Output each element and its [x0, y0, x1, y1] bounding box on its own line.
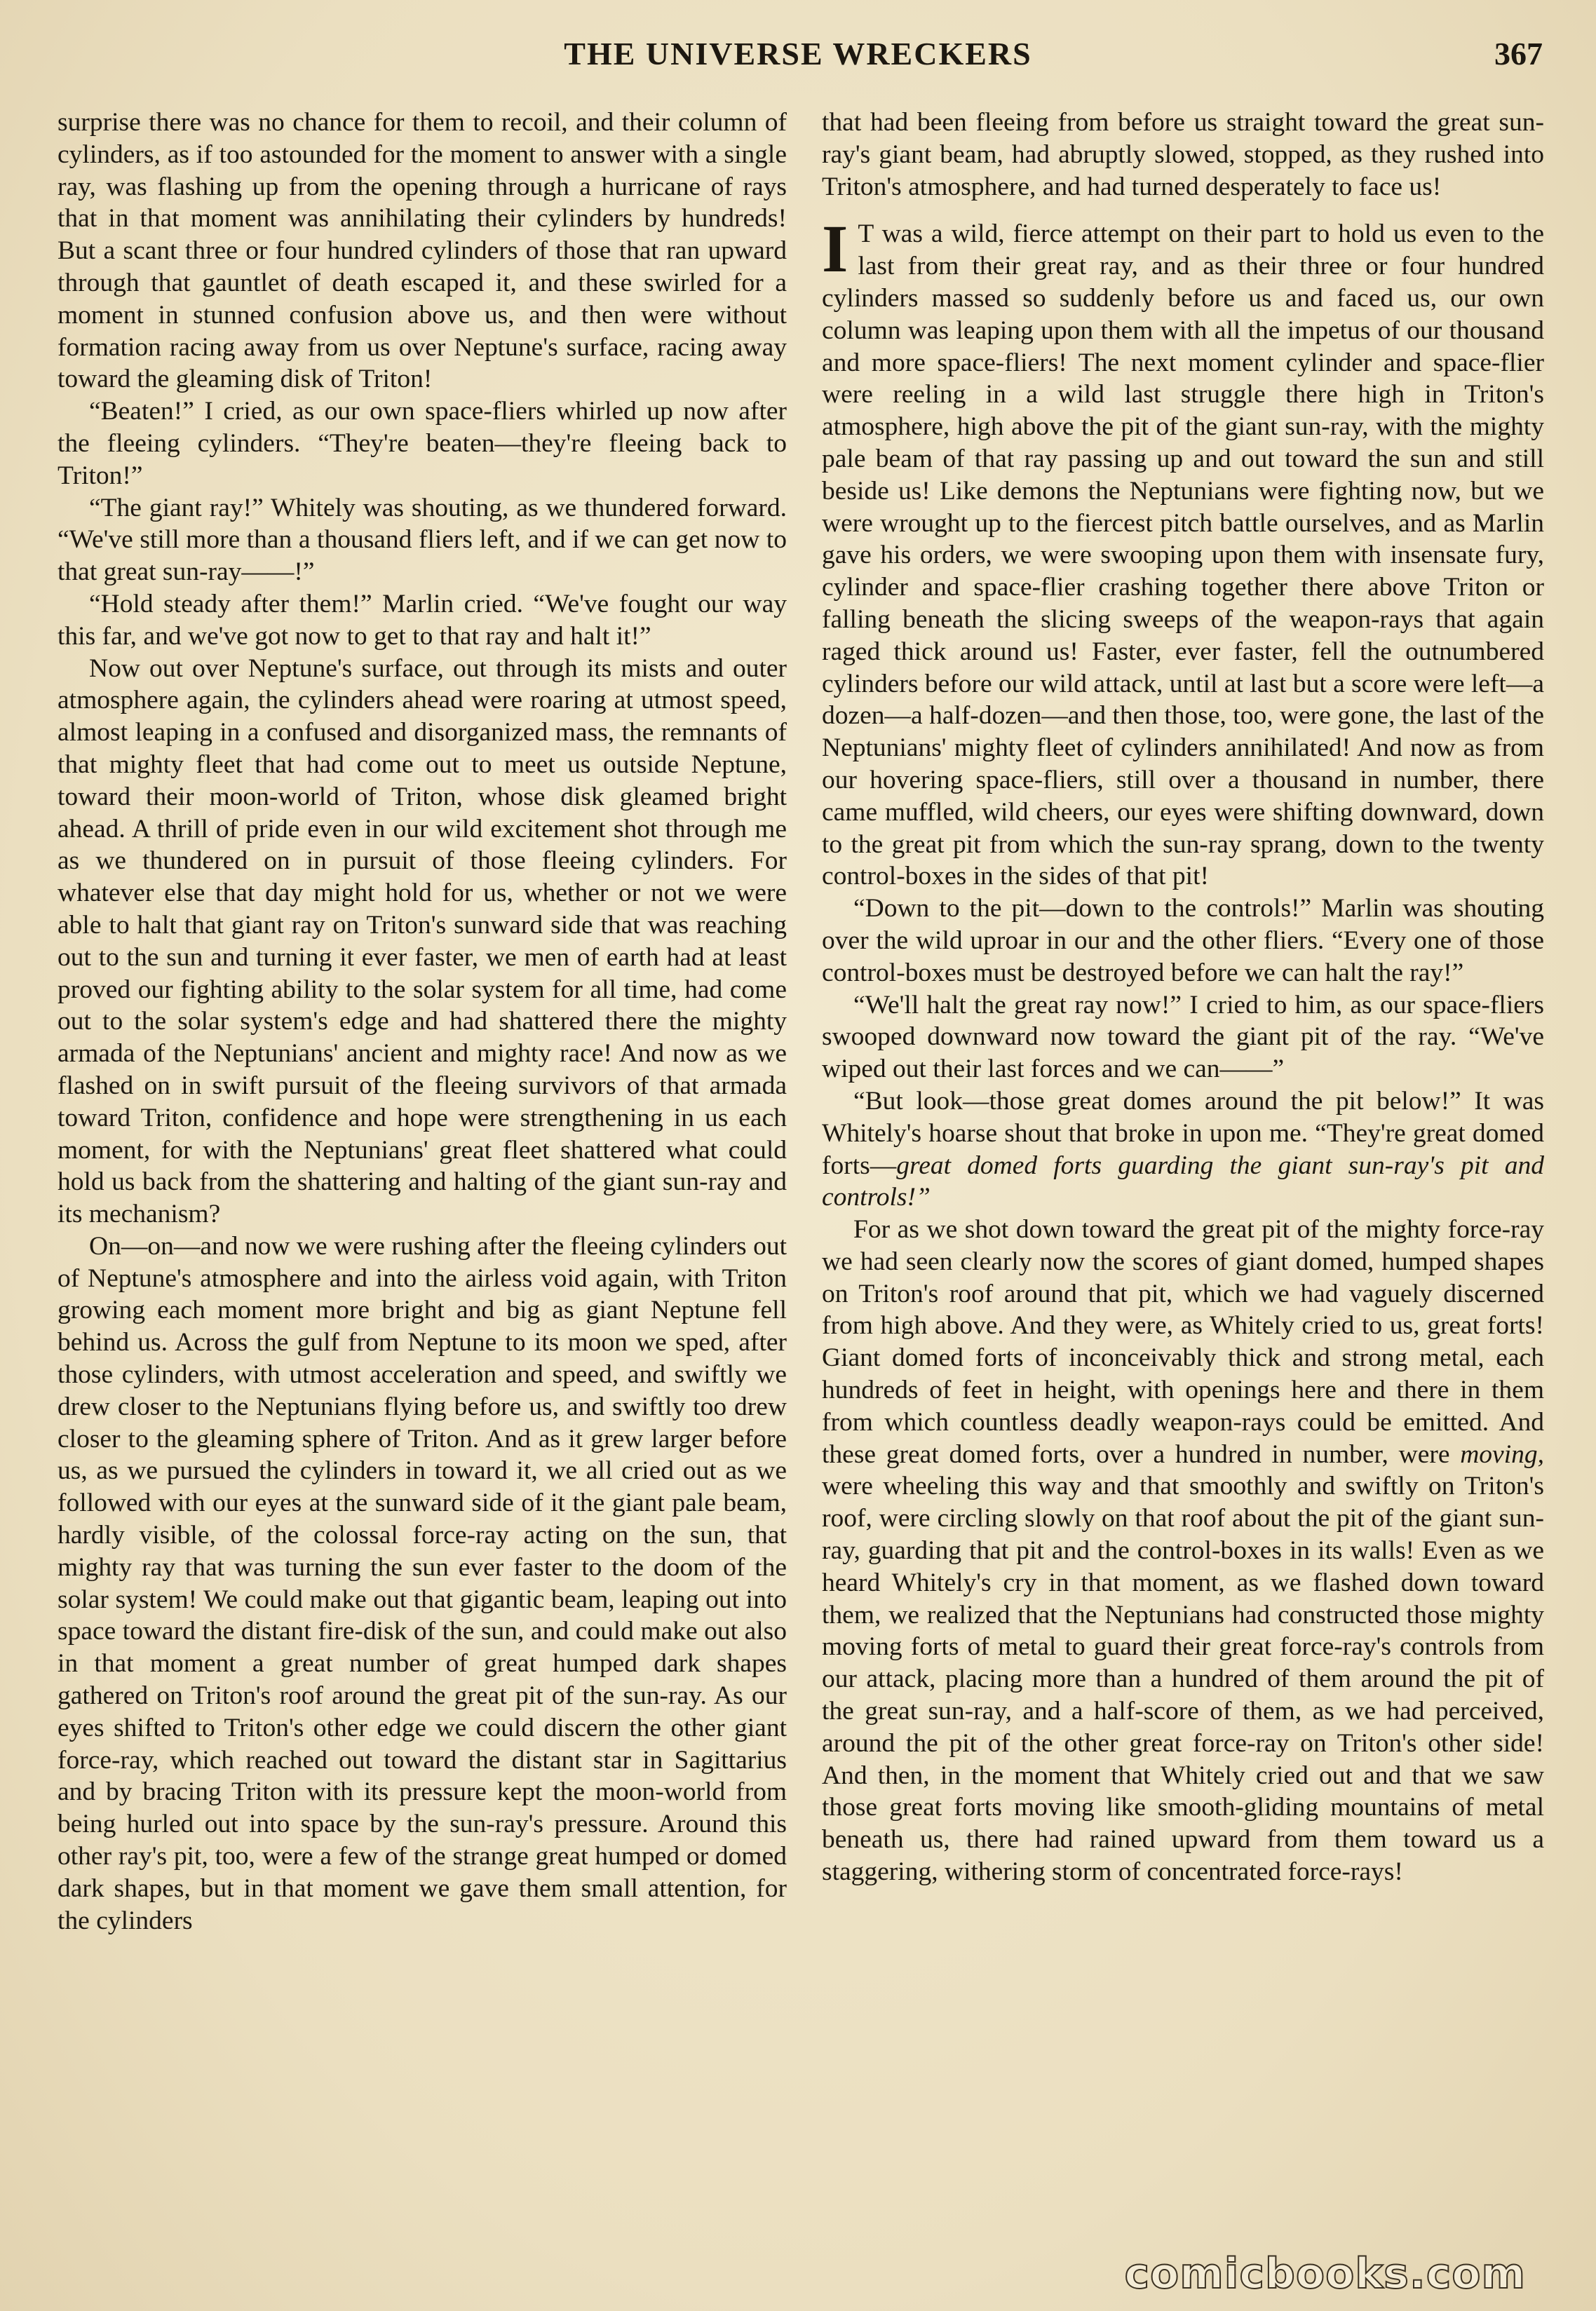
running-head	[0, 35, 1596, 84]
paragraph-text: were wheeling this way and that smoothly and swiftly on Triton's roof, were circling slowly on that roof about the pit of the giant sun-ray, guarding that pit and the control-boxes in its walls! Even as we heard Whitely's cry in that moment, as we flashed down toward them, we realized that the Neptunians had constructed those mighty moving forts of metal to guard their great force-ray's controls from our attack, placing more than a hundred of them around the pit of the great sun-ray, and a half-score of them, as we had perceived, around the pit of the other great force-ray on Triton's other side! And then, in the moment that Whitely cried out and that we saw those great forts moving like smooth-gliding mountains of metal beneath us, there had rained upward from them toward us a staggering, withering storm of concentrated force-rays!	[822, 1472, 1544, 1887]
paragraph	[822, 1085, 1544, 1214]
watermark: comicbooks.com	[1124, 2249, 1526, 2298]
drop-cap: I	[822, 211, 848, 287]
left-column	[58, 107, 787, 2273]
section-paragraph	[822, 211, 1544, 893]
paragraph: “Beaten!” I cried, as our own space-fliers whirled up now after the fleeing cylinders. “They're beaten—they're fleeing back to Triton!”	[58, 397, 787, 490]
italic-text: moving,	[1460, 1439, 1544, 1469]
paragraph	[822, 1214, 1544, 1888]
right-column	[822, 107, 1544, 2273]
paragraph: “Down to the pit—down to the controls!” Marlin was shouting over the wild uproar in our and the other fliers. “Every one of those control-boxes must be destroyed before we can halt the ray!”	[822, 894, 1544, 987]
paragraph: Now out over Neptune's surface, out through its mists and outer atmosphere again, the cylinders ahead were roaring at utmost speed, almost leaping in a confused and disorganized mass, the remnants of that mighty fleet that had come out to meet us outside Neptune, toward their moon-world of Triton, whose disk gleamed bright ahead. A thrill of pride even in our wild excitement shot through me as we thundered on in pursuit of those fleeing cylinders. For whatever else that day might hold for us, whether or not we were able to halt that giant ray on Triton's sunward side that was reaching out to the sun and turning it ever faster, we men of earth had at least proved our fighting ability to the solar system for all time, had come out to the solar system's edge and had shattered there the mighty armada of the Neptunians' ancient and mighty race! And now as we flashed on in swift pursuit of the fleeing survivors of that armada toward Triton, confidence and hope were strengthening in us each moment, for with the Neptunians' great fleet shattered what could hold us back from the shattering and halting of the giant sun-ray and its mechanism?	[58, 653, 787, 1229]
paragraph: On—on—and now we were rushing after the fleeing cylinders out of Neptune's atmosphere and into the airless void again, with Triton growing each moment more bright and big as giant Neptune fell behind us. Across the gulf from Neptune to its moon we sped, after those cylinders, with utmost acceleration and speed, and swiftly we drew closer to the Neptunians flying before us, and swiftly too drew closer to the gleaming sphere of Triton. And as it grew larger before us, as we pursued the cylinders in toward it, we all cried out as we followed with our eyes at the sunward side of it the giant pale beam, hardly visible, of the colossal force-ray acting on the sun, that mighty ray that was turning the sun ever faster to the doom of the solar system! We could make out that gigantic beam, leaping out into space toward the distant fire-disk of the sun, and could make out also in that moment a great number of great humped dark shapes gathered on Triton's roof around the great pit of the sun-ray. As our eyes shifted to Triton's other edge we could discern the other giant force-ray, which reached out toward the distant star in Sagittarius and by bracing Triton with its pressure kept the moon-world from being hurled out into space by the sun-ray's pressure. Around this other ray's pit, too, were a few of the strange great humped or domed dark shapes, but in that moment we gave them small attention, for the cylinders	[58, 1231, 787, 1935]
paragraph: “Hold steady after them!” Marlin cried. “We've fought our way this far, and we've got now to get to that ray and halt it!”	[58, 589, 787, 651]
paragraph-text: For as we shot down toward the great pit of the mighty force-ray we had seen clearly now the scores of giant domed, humped shapes on Triton's roof around that pit, which we had vaguely discerned from high above. And they were, as Whitely cried to us, great forts! Giant domed forts of inconceivably thick and strong metal, each hundreds of feet in height, with openings here and there in them from which countless deadly weapon-rays could be emitted. And these great domed forts, over a hundred in number, were	[822, 1215, 1544, 1469]
paragraph-text: “But look—those great domes around the pit below!” It was Whitely's hoarse shout that broke in upon me. “They're great domed forts—	[822, 1086, 1544, 1180]
running-title: THE UNIVERSE WRECKERS	[564, 36, 1032, 72]
paragraph: that had been fleeing from before us straight toward the great sun-ray's giant beam, had abruptly slowed, stopped, as they rushed into Triton's atmosphere, and had turned desperately to face us!	[822, 108, 1544, 201]
italic-text: great domed forts guarding the giant sun-ray's pit and controls!”	[822, 1151, 1544, 1212]
paragraph: surprise there was no chance for them to recoil, and their column of cylinders, as if too astounded for the moment to answer with a single ray, was flashing up from the opening through a hurricane of rays that in that moment was annihilating their cylinders by hundreds! But a scant three or four hundred cylinders of those that ran upward through that gauntlet of death escaped it, and these swirled for a moment in stunned confusion above us, and then were without formation racing away from us over Neptune's surface, racing away toward the gleaming disk of Triton!	[58, 108, 787, 394]
paragraph: “The giant ray!” Whitely was shouting, as we thundered forward. “We've still more than a thousand fliers left, and if we can get now to that great sun-ray——!”	[58, 493, 787, 587]
section-paragraph-text: T was a wild, fierce attempt on their part to hold us even to the last from their great ray, and as their three or four hundred cylinders massed so suddenly before us and faced us, our own column was leaping upon them with all the impetus of our thousand and more space-fliers! The next moment cylinder and space-flier were reeling in a wild last struggle there high in Triton's atmosphere, high above the pit of the giant sun-ray, with the mighty pale beam of that ray passing up and out toward the sun and still beside us! Like demons the Neptunians were fighting now, but we were wrought up to the fiercest pitch battle ourselves, and as Marlin gave his orders, we were swooping upon them with insensate fury, cylinder and space-flier crashing together there above Triton or falling beneath the slicing sweeps of the weapon-rays that again raged thick around us! Faster, ever faster, fell the outnumbered cylinders before our wild attack, until at last but a score were left—a dozen—a half-dozen—and then those, too, were gone, the last of the Neptunians' mighty fleet of cylinders annihilated! And now as from our hovering space-fliers, still over a thousand in number, there came muffled, wild cheers, our eyes were shifting downward, down to the great pit from which the sun-ray sprang, down to the twenty control-boxes in the sides of that pit!	[822, 219, 1544, 891]
page-number: 367	[1494, 36, 1543, 72]
paragraph: “We'll halt the great ray now!” I cried to him, as our space-fliers swooped downward now toward the giant pit of the ray. “We've wiped out their last forces and we can——”	[822, 990, 1544, 1084]
